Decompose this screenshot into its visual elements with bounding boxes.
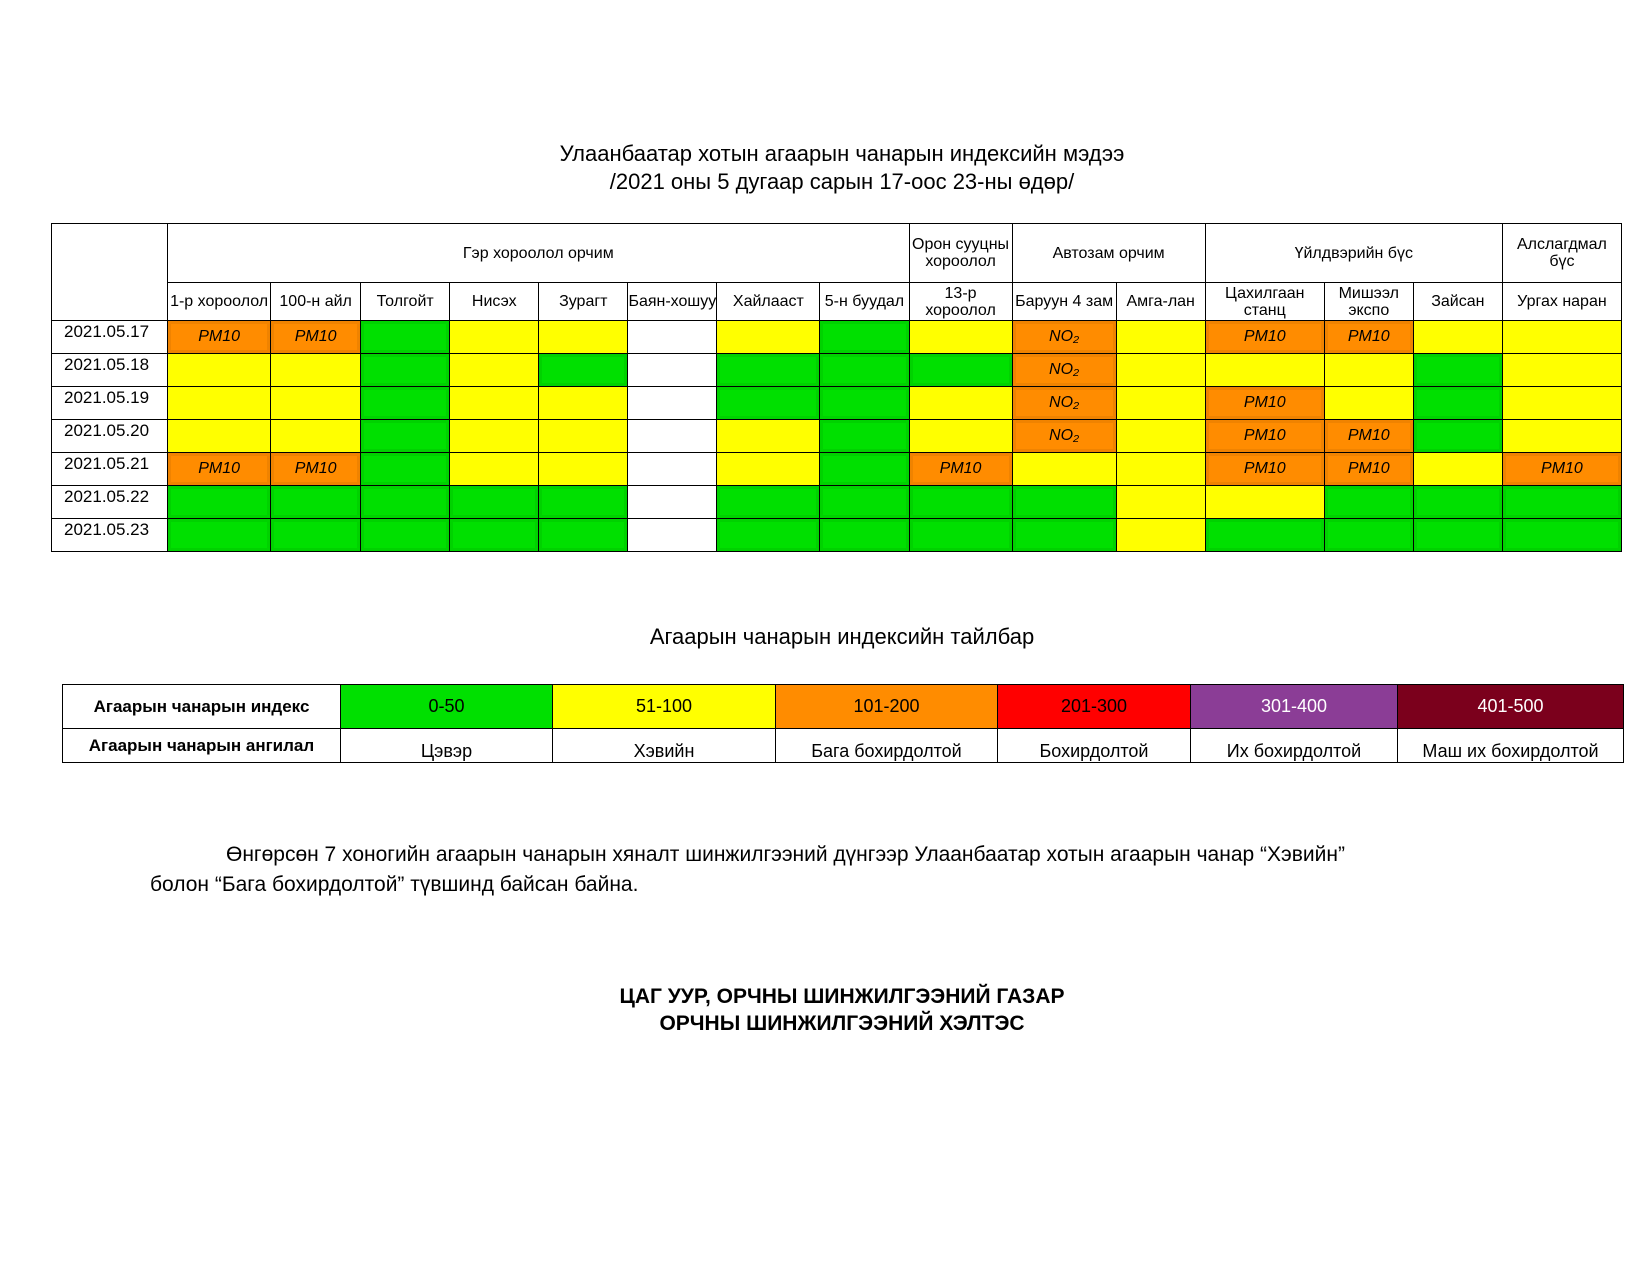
aqi-cell [628,354,717,387]
aqi-cell [717,420,820,453]
aqi-cell [450,420,539,453]
aqi-cell [1012,486,1116,519]
aqi-cell [271,387,361,420]
aqi-table [51,223,1622,552]
aqi-cell [1116,519,1205,552]
aqi-cell [168,420,271,453]
corner-cell [52,224,168,321]
legend-range: 401-500 [1398,685,1624,729]
aqi-cell [1116,354,1205,387]
legend-range: 101-200 [776,685,998,729]
row-date: 2021.05.22 [52,486,168,519]
aqi-cell: PM10 [271,453,361,486]
aqi-cell [1502,420,1621,453]
aqi-cell [450,486,539,519]
aqi-rows [52,321,1622,552]
aqi-cell [361,519,450,552]
aqi-cell [717,354,820,387]
aqi-cell [820,453,909,486]
row-date: 2021.05.17 [52,321,168,354]
aqi-cell [1205,354,1324,387]
footer-org: ЦАГ УУР, ОРЧНЫ ШИНЖИЛГЭЭНИЙ ГАЗАР [619,985,1065,1008]
aqi-cell [628,387,717,420]
aqi-cell [271,354,361,387]
aqi-cell [820,420,909,453]
aqi-cell [539,420,628,453]
aqi-cell [909,420,1012,453]
aqi-cell [1324,387,1413,420]
aqi-cell: NO₂ [1012,387,1116,420]
legend-range: 301-400 [1191,685,1398,729]
aqi-cell [628,453,717,486]
row-date: 2021.05.23 [52,519,168,552]
aqi-cell [1502,519,1621,552]
table-row [52,519,1622,552]
legend-class-label: Агаарын чанарын ангилал [63,729,341,763]
aqi-cell [1502,486,1621,519]
aqi-cell [1324,519,1413,552]
aqi-cell [361,420,450,453]
aqi-cell [820,519,909,552]
legend-class: Цэвэр [341,729,553,763]
aqi-cell [1012,519,1116,552]
row-date: 2021.05.20 [52,420,168,453]
aqi-cell [168,354,271,387]
station-header: Мишээл экспо [1324,283,1413,321]
aqi-cell [271,420,361,453]
aqi-cell [539,486,628,519]
aqi-cell: PM10 [1205,321,1324,354]
aqi-cell [1413,453,1502,486]
aqi-cell [1413,519,1502,552]
aqi-cell [628,486,717,519]
group-ger: Гэр хороолол орчим [168,224,909,283]
aqi-cell [168,486,271,519]
station-header: 100-н айл [271,283,361,321]
aqi-cell [820,354,909,387]
aqi-cell [628,519,717,552]
aqi-cell [909,387,1012,420]
aqi-cell [1413,486,1502,519]
legend-title: Агаарын чанарын индексийн тайлбар [649,624,1035,649]
aqi-cell [450,519,539,552]
aqi-cell [628,321,717,354]
aqi-cell [820,321,909,354]
aqi-cell: PM10 [271,321,361,354]
aqi-cell [1116,420,1205,453]
aqi-cell [361,321,450,354]
aqi-cell [450,387,539,420]
aqi-cell [1413,420,1502,453]
footer-department: ОРЧНЫ ШИНЖИЛГЭЭНИЙ ХЭЛТЭС [659,1012,1025,1035]
aqi-cell [168,387,271,420]
aqi-cell [1324,354,1413,387]
station-header: Хайлааст [717,283,820,321]
aqi-cell [539,354,628,387]
station-header: Толгойт [361,283,450,321]
aqi-cell [820,486,909,519]
aqi-cell [717,387,820,420]
aqi-cell: PM10 [168,453,271,486]
aqi-cell: PM10 [1205,387,1324,420]
aqi-cell: NO₂ [1012,420,1116,453]
aqi-cell [539,321,628,354]
table-row [52,387,1622,420]
aqi-cell [271,519,361,552]
aqi-cell [1502,387,1621,420]
station-header: Баруун 4 зам [1012,283,1116,321]
table-row [52,321,1622,354]
row-date: 2021.05.19 [52,387,168,420]
summary-line-2: болон “Бага бохирдолтой” түвшинд байсан байна. [150,873,639,896]
aqi-cell [1116,486,1205,519]
aqi-cell [450,354,539,387]
aqi-cell: PM10 [1324,321,1413,354]
summary-line-1: Өнгөрсөн 7 хоногийн агаарын чанарын хяналт шинжилгээний дүнгээр Улаанбаатар хотын агаарын чанар “Хэвийн” [226,843,1345,866]
table-row [52,420,1622,453]
aqi-cell: PM10 [1205,420,1324,453]
station-header: Зайсан [1413,283,1502,321]
aqi-cell [271,486,361,519]
station-header: Цахилгаан станц [1205,283,1324,321]
aqi-cell [717,486,820,519]
aqi-cell [1413,387,1502,420]
legend-index-label: Агаарын чанарын индекс [63,685,341,729]
aqi-cell [361,486,450,519]
station-header: Нисэх [450,283,539,321]
legend-class: Бага бохирдолтой [776,729,998,763]
row-date: 2021.05.21 [52,453,168,486]
station-header: Баян-хошуу [628,283,717,321]
aqi-cell: PM10 [1502,453,1621,486]
legend-range: 201-300 [998,685,1191,729]
aqi-cell [717,321,820,354]
legend-class-row [63,729,1624,763]
table-row [52,354,1622,387]
aqi-legend [62,684,1624,763]
aqi-cell [450,453,539,486]
group-header-row [52,224,1622,283]
summary-paragraph [150,840,1480,900]
table-row [52,453,1622,486]
aqi-cell [1205,519,1324,552]
aqi-cell [361,387,450,420]
aqi-cell [1116,387,1205,420]
aqi-cell [1012,453,1116,486]
aqi-cell [539,519,628,552]
report-period: /2021 оны 5 дугаар сарын 17-оос 23-ны өдөр/ [609,169,1075,194]
aqi-cell [717,453,820,486]
group-industry: Үйлдвэрийн бүс [1205,224,1502,283]
aqi-cell [1205,486,1324,519]
legend-range: 51-100 [553,685,776,729]
legend-class: Хэвийн [553,729,776,763]
group-road: Автозам орчим [1012,224,1205,283]
station-header: Амга-лан [1116,283,1205,321]
aqi-cell [539,387,628,420]
aqi-cell [1502,354,1621,387]
aqi-cell [1413,321,1502,354]
aqi-cell [909,519,1012,552]
aqi-cell: PM10 [1205,453,1324,486]
aqi-cell: PM10 [909,453,1012,486]
row-date: 2021.05.18 [52,354,168,387]
legend-index-row [63,685,1624,729]
aqi-cell [539,453,628,486]
aqi-cell [361,453,450,486]
station-header: 1-р хороолол [168,283,271,321]
aqi-cell [450,321,539,354]
legend-range: 0-50 [341,685,553,729]
station-header-row [52,283,1622,321]
aqi-cell [909,321,1012,354]
aqi-cell: PM10 [1324,453,1413,486]
aqi-cell [628,420,717,453]
legend-class: Бохирдолтой [998,729,1191,763]
aqi-cell [1116,321,1205,354]
legend-class: Маш их бохирдолтой [1398,729,1624,763]
aqi-cell [820,387,909,420]
aqi-cell: NO₂ [1012,321,1116,354]
aqi-cell [1324,486,1413,519]
aqi-cell [1116,453,1205,486]
aqi-cell: NO₂ [1012,354,1116,387]
aqi-cell [909,354,1012,387]
aqi-cell [168,519,271,552]
aqi-cell [1502,321,1621,354]
table-row [52,486,1622,519]
report-title: Улаанбаатар хотын агаарын чанарын индексийн мэдээ [559,141,1125,166]
group-apartment: Орон сууцны хороолол [909,224,1012,283]
aqi-cell: PM10 [168,321,271,354]
group-recreation: Алслагдмал бүс [1502,224,1621,283]
station-header: Зурагт [539,283,628,321]
station-header: 13-р хороолол [909,283,1012,321]
aqi-cell [1413,354,1502,387]
station-header: 5-н буудал [820,283,909,321]
aqi-cell: PM10 [1324,420,1413,453]
aqi-cell [909,486,1012,519]
station-header: Ургах наран [1502,283,1621,321]
aqi-cell [361,354,450,387]
aqi-cell [717,519,820,552]
legend-class: Их бохирдолтой [1191,729,1398,763]
